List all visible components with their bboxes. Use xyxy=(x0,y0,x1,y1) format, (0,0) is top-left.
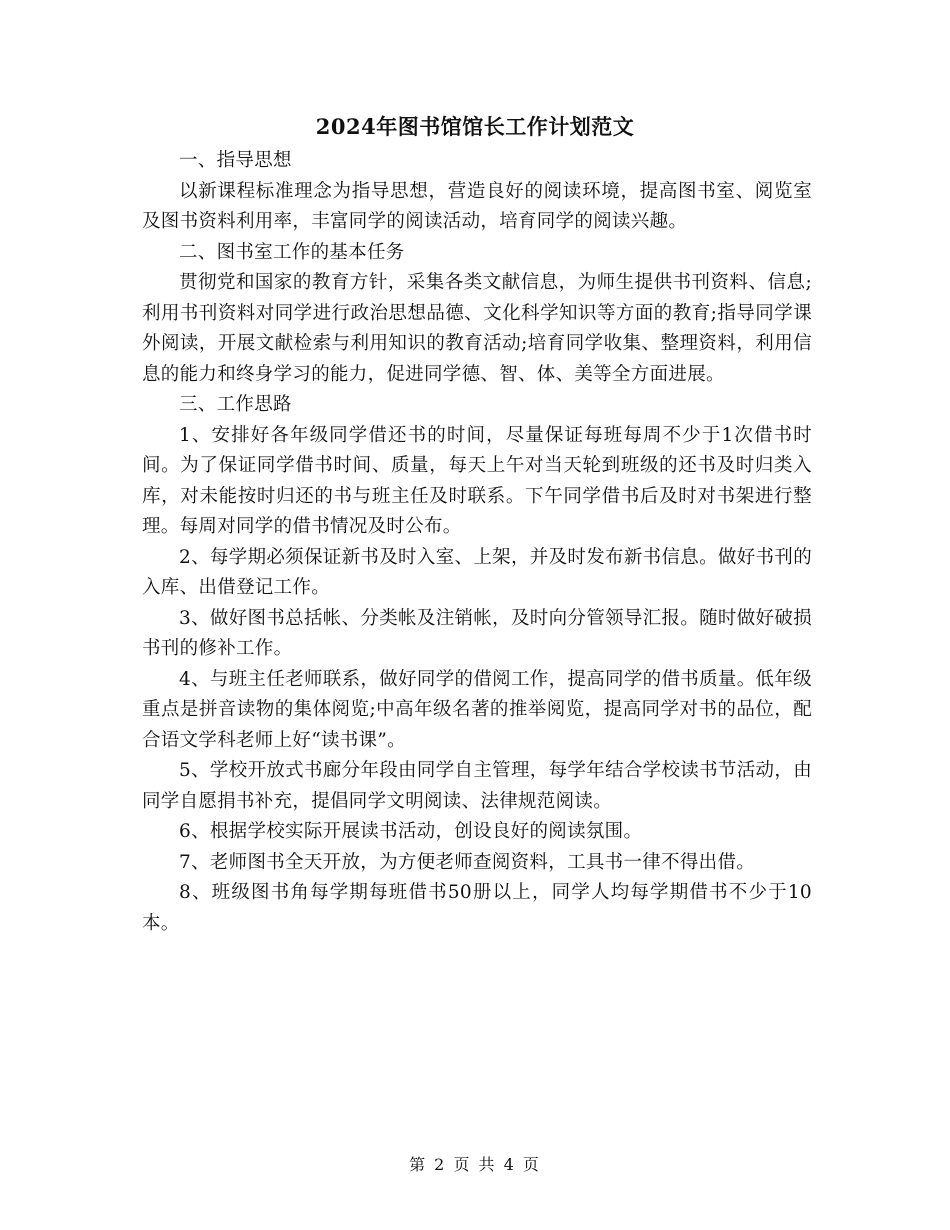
list-item-4: 4、与班主任老师联系，做好同学的借阅工作，提高同学的借书质量。低年级重点是拼音读物的集体阅览;中高年级名著的推举阅览，提高同学对书的品位，配合语文学科老师上好“读书课”。 xyxy=(142,668,812,751)
section-heading-guiding-thought: 一、指导思想 xyxy=(179,150,292,171)
document-body xyxy=(142,146,812,939)
list-item-1: 1、安排好各年级同学借还书的时间，尽量保证每班每周不少于1次借书时间。为了保证同学借书时间、质量，每天上午对当天轮到班级的还书及时归类入库，对未能按时归还的书与班主任及时联系。下午同学借书后及时对书架进行整理。每周对同学的借书情况及时公布。 xyxy=(142,424,812,537)
list-item-7: 7、老师图书全天开放，为方便老师查阅资料，工具书一律不得出借。 xyxy=(179,851,756,873)
list-item-2: 2、每学期必须保证新书及时入室、上架，并及时发布新书信息。做好书刊的入库、出借登记工作。 xyxy=(142,546,812,598)
document-title: 2024年图书馆馆长工作计划范文 xyxy=(315,114,635,139)
list-item-5: 5、学校开放式书廊分年段由同学自主管理，每学年结合学校读书节活动，由同学自愿捐书补充，提倡同学文明阅读、法律规范阅读。 xyxy=(142,760,812,812)
section-heading-work-approach: 三、工作思路 xyxy=(179,394,292,415)
list-item-8: 8、班级图书角每学期每班借书50册以上，同学人均每学期借书不少于10本。 xyxy=(142,882,812,934)
list-item-3: 3、做好图书总括帐、分类帐及注销帐，及时向分管领导汇报。随时做好破损书刊的修补工作。 xyxy=(142,607,812,659)
page-number-footer: 第 2 页 共 4 页 xyxy=(409,1155,541,1174)
paragraph-guiding-thought: 以新课程标准理念为指导思想，营造良好的阅读环境，提高图书室、阅览室及图书资料利用率，丰富同学的阅读活动，培育同学的阅读兴趣。 xyxy=(142,180,812,232)
section-heading-basic-tasks: 二、图书室工作的基本任务 xyxy=(179,241,405,263)
paragraph-basic-tasks: 贯彻党和国家的教育方针，采集各类文献信息，为师生提供书刊资料、信息;利用书刊资料对同学进行政治思想品德、文化科学知识等方面的教育;指导同学课外阅读，开展文献检索与利用知识的教育活动;培育同学收集、整理资料，利用信息的能力和终身学习的能力，促进同学德、智、体、美等全方面进展。 xyxy=(142,272,812,385)
list-item-6: 6、根据学校实际开展读书活动，创设良好的阅读氛围。 xyxy=(179,821,643,842)
